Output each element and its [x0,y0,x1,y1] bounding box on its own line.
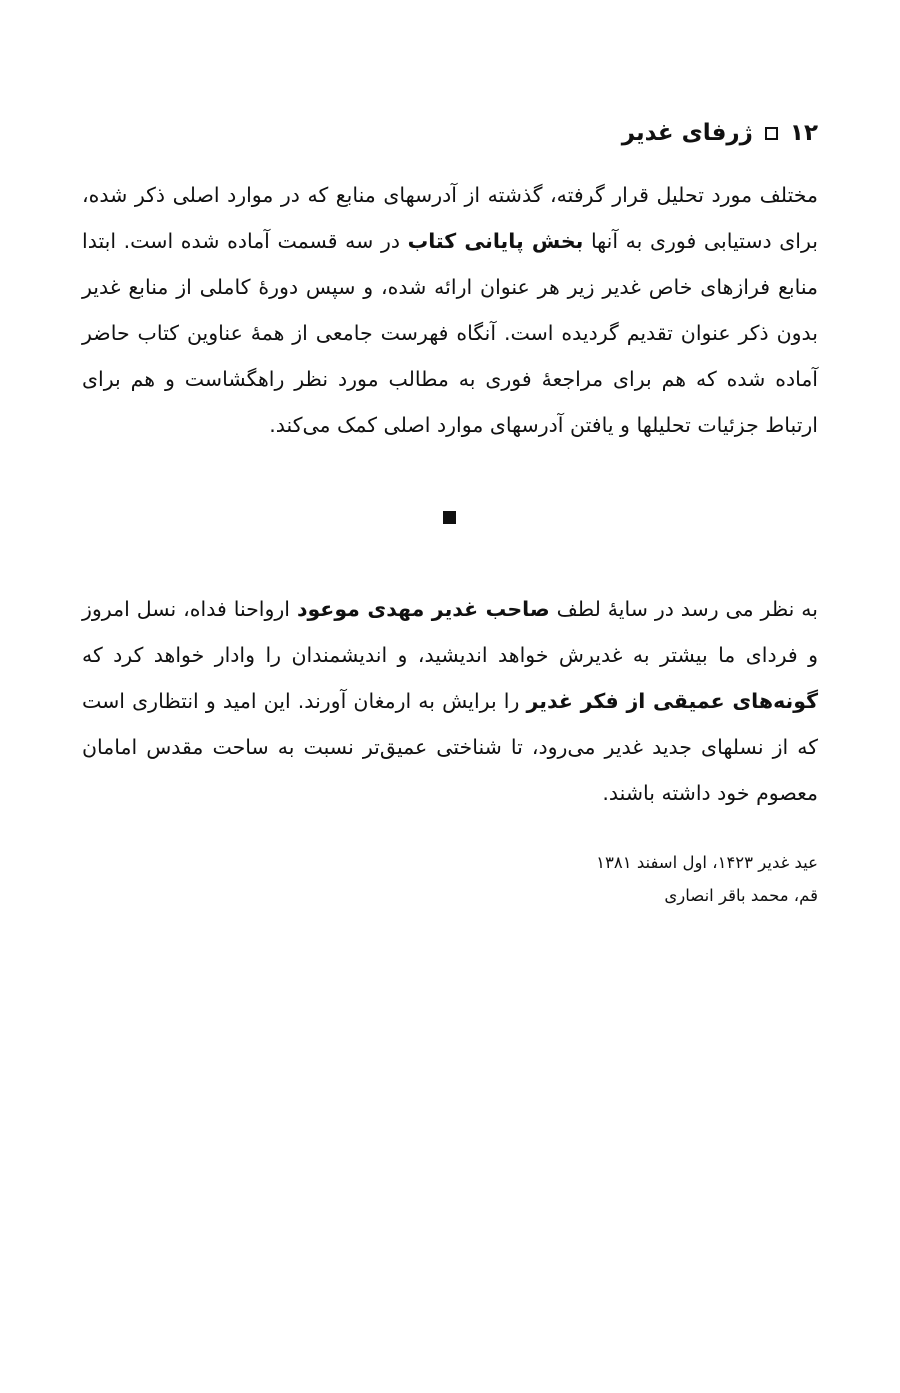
paragraph-text: مختلف مورد تحلیل قرار گرفته، گذشته از آدرسهای منابع که در موارد اصلی ذکر شده، برای دستیابی فوری به آنها [82,183,818,253]
page-header [622,118,818,148]
paragraph-sources [82,172,818,448]
book-title: ژرفای غدیر [621,120,753,146]
paragraph-hope [82,586,818,816]
section-divider-square-icon [443,511,456,524]
paragraph-text: در سه قسمت آماده شده است. ابتدا منابع فرازهای خاص غدیر زیر هر عنوان ارائه شده، و سپس دورۀ کاملی از منابع غدیر بدون ذکر عنوان تقدیم گردیده است. آنگاه فهرست جامعی از همۀ عناوین کتاب حاضر آماده شده که هم برای مراجعۀ فوری به مطالب مورد نظر راهگشاست و هم برای ارتباط جزئیات تحلیلها و یافتن آدرسهای موارد اصلی کمک می‌کند. [82,229,818,437]
bold-phrase: صاحب غدیر مهدی موعود [296,597,550,621]
page-number: ۱۲ [789,120,818,146]
bold-phrase: گونه‌های عمیقی از فکر غدیر [526,689,818,713]
bold-phrase: بخش پایانی کتاب [407,229,584,253]
square-separator-icon [765,127,778,140]
paragraph-text: به نظر می رسد در سایۀ لطف [549,597,819,621]
signature-author: قم، محمد باقر انصاری [664,886,818,905]
signature-block [596,846,818,912]
paragraph-text: ارواحنا فداه، نسل امروز و فردای ما بیشتر به غدیرش خواهد اندیشید، و اندیشمندان را وادار خواهد کرد که [82,597,818,667]
paragraph-text: را برایش به ارمغان آورند. این امید و انتظاری است که از نسلهای جدید غدیر می‌رود، تا شناختی عمیق‌تر نسبت به ساحت مقدس امامان معصوم خود داشته باشند. [82,689,818,805]
signature-date: عید غدیر ۱۴۲۳، اول اسفند ۱۳۸۱ [596,853,818,872]
